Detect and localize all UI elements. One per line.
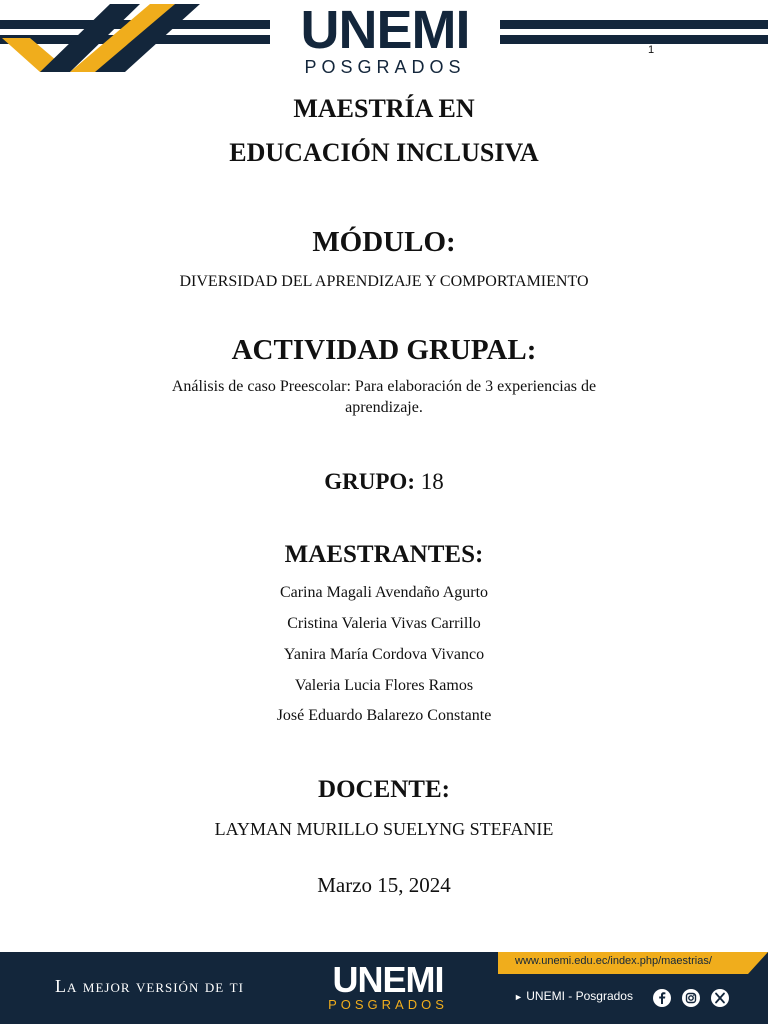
title-line-1: MAESTRÍA EN [293, 94, 475, 123]
footer-logo [318, 959, 458, 1012]
student-name: Cristina Valeria Vivas Carrillo [287, 615, 481, 632]
module-heading: MÓDULO: [312, 226, 456, 258]
play-arrow-icon: ► [514, 992, 523, 1002]
instagram-icon[interactable] [681, 988, 701, 1008]
student-name: Valeria Lucia Flores Ramos [294, 677, 474, 694]
header-stripe-right-top [500, 20, 768, 29]
student-name: José Eduardo Balarezo Constante [276, 707, 492, 724]
footer-logo-sub: POSGRADOS [328, 997, 448, 1012]
group-line [0, 469, 768, 495]
activity-description-line-2: aprendizaje. [345, 399, 423, 416]
students-heading: MAESTRANTES: [284, 541, 484, 568]
group-number: 18 [420, 469, 444, 494]
activity-heading: ACTIVIDAD GRUPAL: [231, 334, 537, 366]
footer-social-text: UNEMI - Posgrados [526, 989, 633, 1003]
footer-bar [0, 952, 768, 1024]
footer-logo-word: UNEMI [332, 959, 444, 1000]
student-name: Carina Magali Avendaño Agurto [279, 584, 489, 601]
header-logo [285, 2, 485, 76]
teacher-name: LAYMAN MURILLO SUELYNG STEFANIE [214, 819, 554, 839]
teacher-heading: DOCENTE: [318, 776, 450, 803]
page-number: 1 [648, 44, 655, 56]
footer-slogan: La mejor versión de ti [55, 976, 244, 996]
header-logo-word: UNEMI [300, 0, 470, 60]
x-twitter-icon[interactable] [710, 988, 730, 1008]
header-logo-sub: POSGRADOS [304, 57, 466, 77]
facebook-icon[interactable] [652, 988, 672, 1008]
student-name: Yanira María Cordova Vivanco [283, 646, 485, 663]
module-value: DIVERSIDAD DEL APRENDIZAJE Y COMPORTAMIENTO [179, 273, 589, 290]
activity-description-line-1: Análisis de caso Preescolar: Para elaboración de 3 experiencias de [171, 378, 597, 395]
header-stripe-right-bottom [500, 35, 768, 44]
footer-social-label[interactable] [514, 989, 633, 1003]
group-label: GRUPO: [324, 469, 415, 494]
date: Marzo 15, 2024 [317, 873, 451, 897]
footer-url[interactable]: www.unemi.edu.ec/index.php/maestrias/ [515, 955, 712, 967]
title-line-2: EDUCACIÓN INCLUSIVA [229, 138, 539, 167]
